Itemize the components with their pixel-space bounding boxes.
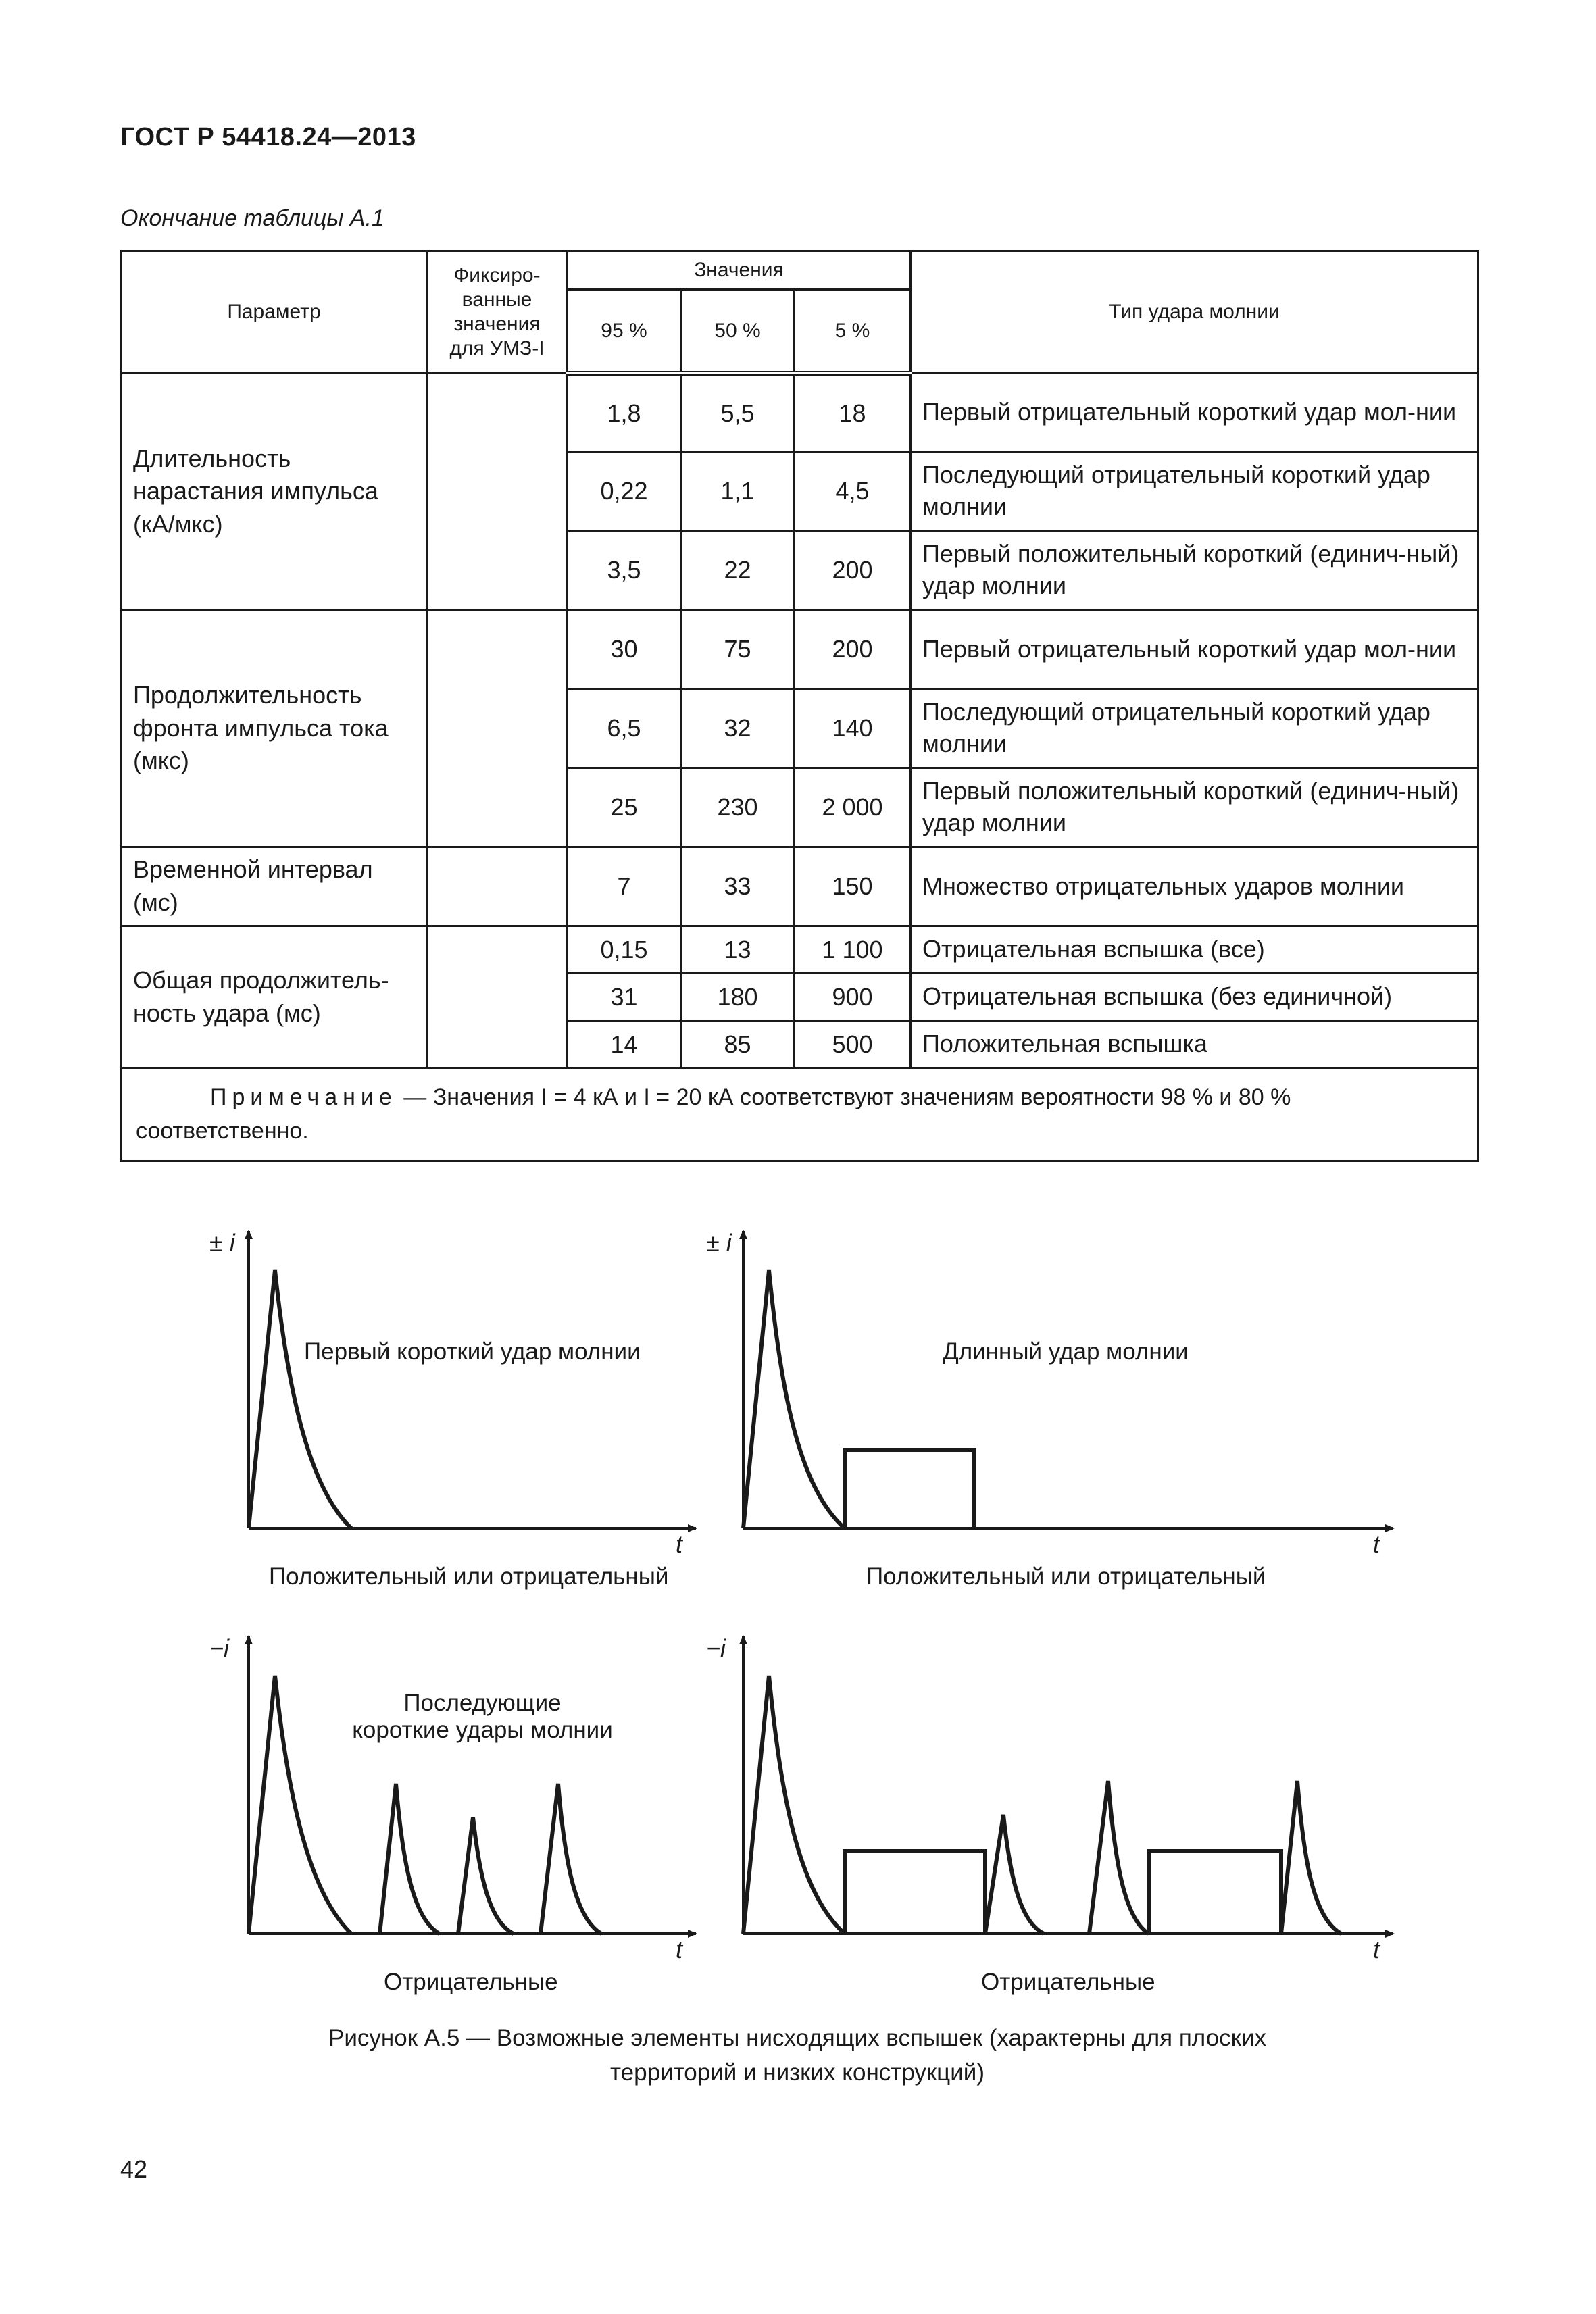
panel-bottom-label: Отрицательные [981, 1969, 1155, 1995]
panel-negative-combined [706, 1634, 1393, 1995]
value-5: 1 100 [795, 926, 911, 974]
value-5: 2 000 [795, 768, 911, 847]
value-95: 14 [568, 1021, 681, 1068]
impulse-waveform [743, 1676, 845, 1934]
subsequent-impulse [541, 1784, 601, 1934]
data-table [120, 250, 1479, 1162]
value-50: 22 [681, 531, 795, 610]
x-axis-label: t [676, 1530, 683, 1558]
strike-type: Первый отрицательный короткий удар мол-нии [911, 374, 1478, 452]
header-type: Тип удара молнии [911, 251, 1478, 374]
value-95: 25 [568, 768, 681, 847]
strike-type: Отрицательная вспышка (без единичной) [911, 974, 1478, 1021]
value-50: 230 [681, 768, 795, 847]
panel-label: Последующие [403, 1690, 562, 1716]
x-axis-label: t [1373, 1530, 1380, 1558]
x-axis-label: t [676, 1936, 683, 1963]
subsequent-impulse [1281, 1781, 1341, 1934]
table-row [122, 374, 1478, 452]
panel-subsequent-strokes [209, 1634, 696, 1995]
table-caption: Окончание таблицы А.1 [120, 205, 384, 231]
value-50: 32 [681, 689, 795, 768]
header-fixed: Фиксиро- ванные значения для УМЗ-I [427, 251, 568, 374]
value-95: 3,5 [568, 531, 681, 610]
value-50: 5,5 [681, 374, 795, 452]
header-param: Параметр [122, 251, 427, 374]
panel-bottom-label: Положительный или отрицательный [866, 1563, 1266, 1590]
subsequent-impulse [458, 1817, 514, 1934]
table-row [122, 926, 1478, 974]
param-cell: Продолжительность фронта импульса тока (мкс) [122, 610, 427, 847]
y-axis-label: ± i [209, 1229, 235, 1257]
note-text: — Значения I = 4 кА и I = 20 кА соответствуют значениям вероятности 98 % и 80 % соответственно. [136, 1084, 1291, 1144]
value-95: 6,5 [568, 689, 681, 768]
value-5: 140 [795, 689, 911, 768]
value-50: 75 [681, 610, 795, 689]
document-header: ГОСТ Р 54418.24—2013 [120, 123, 416, 151]
strike-type: Положительная вспышка [911, 1021, 1478, 1068]
strike-type: Последующий отрицательный короткий удар молнии [911, 452, 1478, 531]
y-axis-label: ± i [706, 1229, 732, 1257]
table-row [122, 847, 1478, 926]
value-95: 0,15 [568, 926, 681, 974]
value-95: 1,8 [568, 374, 681, 452]
param-cell: Временной интервал (мс) [122, 847, 427, 926]
value-5: 200 [795, 531, 911, 610]
value-5: 900 [795, 974, 911, 1021]
lightning-figure [0, 1203, 1596, 2013]
header-values: Значения [568, 251, 911, 290]
long-stroke-waveform [1149, 1851, 1281, 1934]
figure-caption-line: территорий и низких конструкций) [610, 2059, 984, 2086]
x-axis-label: t [1373, 1936, 1380, 1963]
note-cell [122, 1068, 1478, 1161]
impulse-waveform [249, 1270, 351, 1528]
fixed-cell [427, 374, 568, 610]
value-95: 7 [568, 847, 681, 926]
fixed-cell [427, 926, 568, 1068]
subsequent-impulse [1089, 1781, 1149, 1934]
value-5: 18 [795, 374, 911, 452]
param-cell: Общая продолжитель-ность удара (мс) [122, 926, 427, 1068]
subsequent-impulse [380, 1784, 439, 1934]
value-5: 150 [795, 847, 911, 926]
value-5: 200 [795, 610, 911, 689]
value-50: 33 [681, 847, 795, 926]
value-50: 13 [681, 926, 795, 974]
impulse-waveform [743, 1270, 845, 1528]
panel-label: Первый короткий удар молнии [304, 1338, 641, 1365]
fixed-cell [427, 610, 568, 847]
value-50: 1,1 [681, 452, 795, 531]
header-50: 50 % [681, 290, 795, 374]
strike-type: Последующий отрицательный короткий удар молнии [911, 689, 1478, 768]
value-50: 85 [681, 1021, 795, 1068]
header-5: 5 % [795, 290, 911, 374]
strike-type: Отрицательная вспышка (все) [911, 926, 1478, 974]
param-cell: Длительность нарастания импульса (кА/мкс) [122, 374, 427, 610]
fixed-cell [427, 847, 568, 926]
value-95: 30 [568, 610, 681, 689]
strike-type: Множество отрицательных ударов молнии [911, 847, 1478, 926]
value-95: 0,22 [568, 452, 681, 531]
y-axis-label: −i [706, 1634, 726, 1662]
figure-caption [203, 2021, 1392, 2090]
value-5: 4,5 [795, 452, 911, 531]
panel-label: короткие удары молнии [352, 1717, 613, 1743]
value-5: 500 [795, 1021, 911, 1068]
note-label: Примечание [210, 1084, 397, 1111]
long-stroke-waveform [845, 1851, 985, 1934]
strike-type: Первый положительный короткий (единич-ный) удар молнии [911, 768, 1478, 847]
strike-type: Первый отрицательный короткий удар мол-нии [911, 610, 1478, 689]
y-axis-label: −i [209, 1634, 230, 1662]
value-95: 31 [568, 974, 681, 1021]
impulse-waveform [249, 1676, 351, 1934]
panel-long-stroke [706, 1229, 1393, 1590]
panel-bottom-label: Отрицательные [384, 1969, 558, 1995]
panel-label: Длинный удар молнии [943, 1338, 1189, 1365]
figure-caption-line: Рисунок А.5 — Возможные элементы нисходящих вспышек (характерны для плоских [328, 2025, 1266, 2051]
header-95: 95 % [568, 290, 681, 374]
subsequent-impulse [985, 1815, 1044, 1934]
note-row [122, 1068, 1478, 1161]
panel-bottom-label: Положительный или отрицательный [269, 1563, 669, 1590]
panel-first-short-stroke [209, 1229, 696, 1590]
value-50: 180 [681, 974, 795, 1021]
page-number: 42 [120, 2155, 148, 2183]
long-stroke-waveform [845, 1450, 974, 1528]
table-row [122, 610, 1478, 689]
strike-type: Первый положительный короткий (единич-ный) удар молнии [911, 531, 1478, 610]
